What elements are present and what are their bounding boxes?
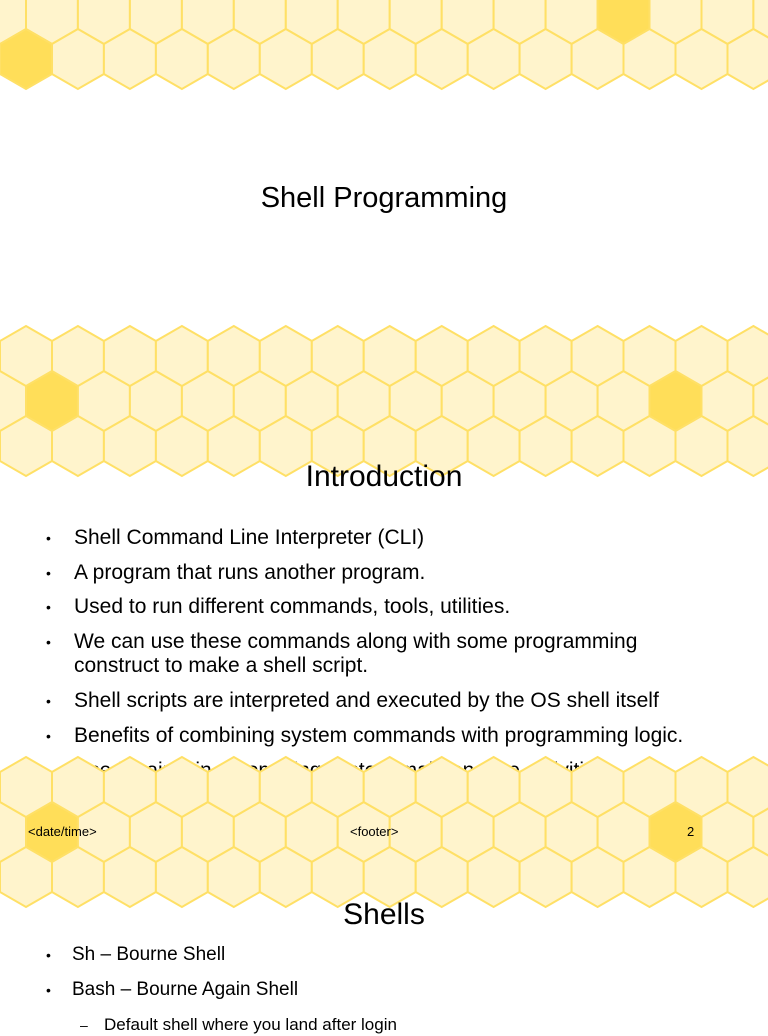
title-slide-heading: Shell Programming	[0, 182, 768, 215]
footer-date: <date/time>	[28, 824, 97, 839]
introduction-bullet-list	[74, 526, 714, 783]
list-item: • A program that runs another program.	[74, 561, 714, 585]
bullet-icon: •	[46, 979, 51, 1001]
bullet-icon: •	[46, 561, 51, 585]
slide-shells	[0, 862, 768, 1024]
list-item: • Bash – Bourne Again Shell	[72, 979, 712, 1001]
dash-bullet-icon: –	[80, 1014, 88, 1036]
slide-number: 2	[687, 824, 694, 839]
shells-bullet-list	[72, 944, 712, 1036]
list-item: • Shell scripts are interpreted and executed by the OS shell itself	[74, 689, 714, 713]
footer-center: <footer>	[350, 824, 398, 839]
bullet-icon: •	[46, 595, 51, 619]
list-item: • Used to run different commands, tools, utilities.	[74, 595, 714, 619]
introduction-heading: Introduction	[0, 460, 768, 494]
bullet-icon: •	[46, 944, 51, 966]
bullet-icon: •	[46, 630, 51, 654]
honeycomb-band-bottom	[0, 370, 768, 430]
shells-heading: Shells	[0, 898, 768, 932]
slide-title	[0, 0, 768, 430]
list-item: • Benefits of combining system commands with programming logic.	[74, 724, 714, 748]
honeycomb-band-top	[0, 0, 768, 98]
sub-list-item: – Default shell where you land after login	[104, 1014, 744, 1036]
bullet-icon: •	[46, 724, 51, 748]
list-item: • Shell Command Line Interpreter (CLI)	[74, 526, 714, 550]
bullet-icon: •	[46, 526, 51, 550]
bullet-icon: •	[46, 689, 51, 713]
list-item: • We can use these commands along with some programming construct to make a shell script.	[74, 630, 714, 678]
list-item: • Sh – Bourne Shell	[72, 944, 712, 966]
slide-introduction	[0, 430, 768, 862]
